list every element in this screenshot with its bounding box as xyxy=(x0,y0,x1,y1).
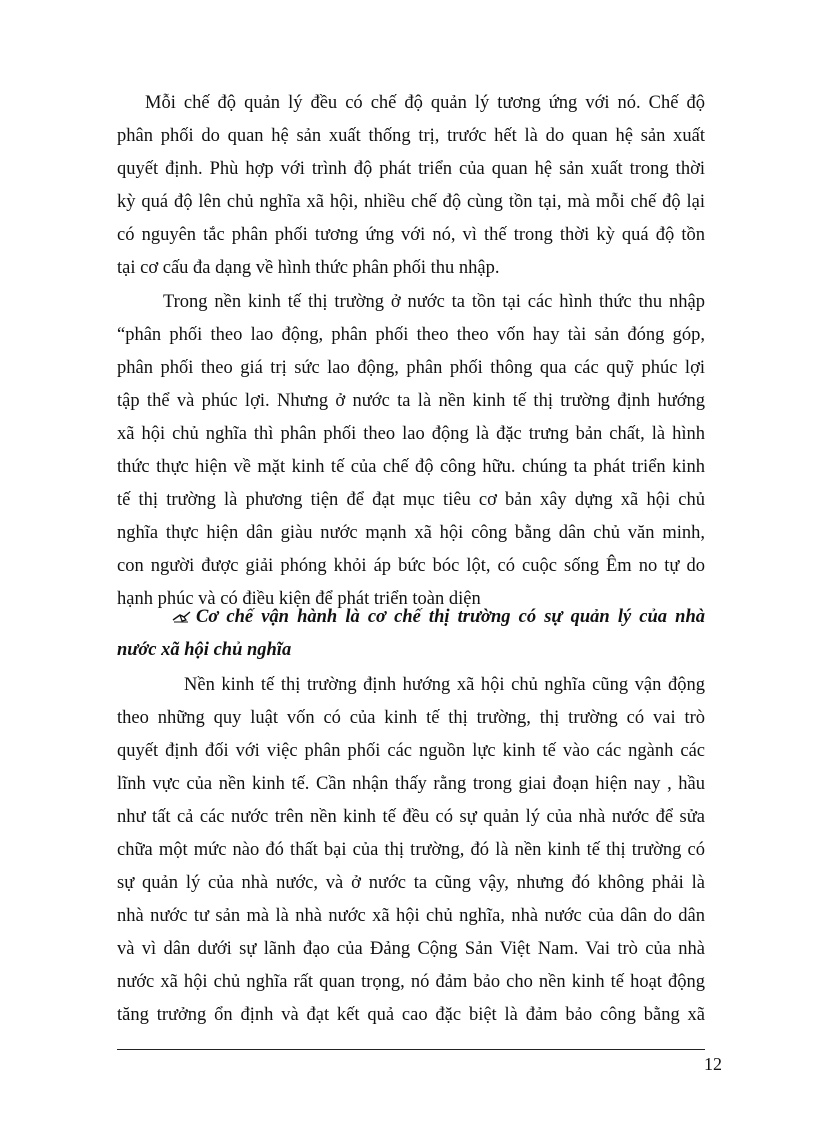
paragraph-3-line: tăng trưởng ổn định và đạt kết quả cao đặc biệt là đảm bảo công bằng xã xyxy=(117,1005,705,1025)
paragraph-2-line: Trong nền kinh tế thị trường ở nước ta tồn tại các hình thức thu nhập xyxy=(163,292,705,312)
paragraph-2-line: nghĩa thực hiện dân giàu nước mạnh xã hội công bằng dân chủ văn minh, xyxy=(117,523,705,543)
paragraph-2-line: tập thể và phúc lợi. Nhưng ở nước ta là nền kinh tế thị trường định hướng xyxy=(117,391,705,411)
paragraph-3-line: sự quản lý của nhà nước, và ở nước ta cũng vậy, nhưng đó không phải là xyxy=(117,873,705,893)
paragraph-3-line: nước xã hội chủ nghĩa rất quan trọng, nó đảm bảo cho nền kinh tế hoạt động xyxy=(117,972,705,992)
paragraph-1-line: có nguyên tắc phân phối tương ứng với nó, vì thế trong thời kỳ quá độ tồn xyxy=(117,225,705,245)
paragraph-2-line: xã hội chủ nghĩa thì phân phối theo lao động là đặc trưng bản chất, là hình xyxy=(117,424,705,444)
paragraph-3-line: Nền kinh tế thị trường định hướng xã hội chủ nghĩa cũng vận động xyxy=(184,675,705,695)
paragraph-2-line: tế thị trường là phương tiện để đạt mục tiêu cơ bản xây dựng xã hội chủ xyxy=(117,490,705,510)
page-number: 12 xyxy=(704,1054,722,1074)
paragraph-2-line: phân phối theo giá trị sức lao động, phân phối thông qua các quỹ phúc lợi xyxy=(117,358,705,378)
paragraph-3-line: lĩnh vực của nền kinh tế. Cần nhận thấy rằng trong giai đoạn hiện nay , hầu xyxy=(117,774,705,794)
section-heading-line: nước xã hội chủ nghĩa xyxy=(117,640,292,660)
section-heading-line xyxy=(172,605,705,629)
paragraph-1-line: tại cơ cấu đa dạng về hình thức phân phối thu nhập. xyxy=(117,258,500,278)
paragraph-3-line: nhà nước tư sản mà là nhà nước xã hội chủ nghĩa, nhà nước của dân do dân xyxy=(117,906,705,926)
paragraph-1-line: phân phối do quan hệ sản xuất thống trị, trước hết là do quan hệ sản xuất xyxy=(117,126,705,146)
paragraph-1-line: Mỗi chế độ quản lý đều có chế độ quản lý tương ứng với nó. Chế độ xyxy=(145,93,705,113)
section-heading-text: Cơ chế vận hành là cơ chế thị trường có sự quản lý của nhà xyxy=(196,607,705,627)
paragraph-3-line: chữa một mức nào đó thất bại của thị trường, đó là nền kinh tế thị trường có xyxy=(117,840,705,860)
writing-hand-icon xyxy=(172,605,192,629)
paragraph-2-line: con người được giải phóng khỏi áp bức bóc lột, có cuộc sống Êm no tự do xyxy=(117,556,705,576)
paragraph-1-line: kỳ quá độ lên chủ nghĩa xã hội, nhiều chế độ cùng tồn tại, mà mỗi chế độ lại xyxy=(117,192,705,212)
paragraph-3-line: như tất cả các nước trên nền kinh tế đều có sự quản lý của nhà nước để sửa xyxy=(117,807,705,827)
paragraph-1-line: quyết định. Phù hợp với trình độ phát triển của quan hệ sản xuất trong thời xyxy=(117,159,705,179)
footer-divider xyxy=(117,1049,705,1050)
paragraph-2-line: thức thực hiện về mặt kinh tế của chế độ công hữu. chúng ta phát triển kinh xyxy=(117,457,705,477)
paragraph-2-line: hạnh phúc và có điều kiện để phát triển toàn diện xyxy=(117,589,481,609)
paragraph-3-line: theo những quy luật vốn có của kinh tế thị trường, thị trường có vai trò xyxy=(117,708,705,728)
paragraph-3-line: quyết định đối với việc phân phối các nguồn lực kinh tế vào các ngành các xyxy=(117,741,705,761)
paragraph-2-line: “phân phối theo lao động, phân phối theo theo vốn hay tài sản đóng góp, xyxy=(117,325,705,345)
paragraph-3-line: và vì dân dưới sự lãnh đạo của Đảng Cộng Sản Việt Nam. Vai trò của nhà xyxy=(117,939,705,959)
